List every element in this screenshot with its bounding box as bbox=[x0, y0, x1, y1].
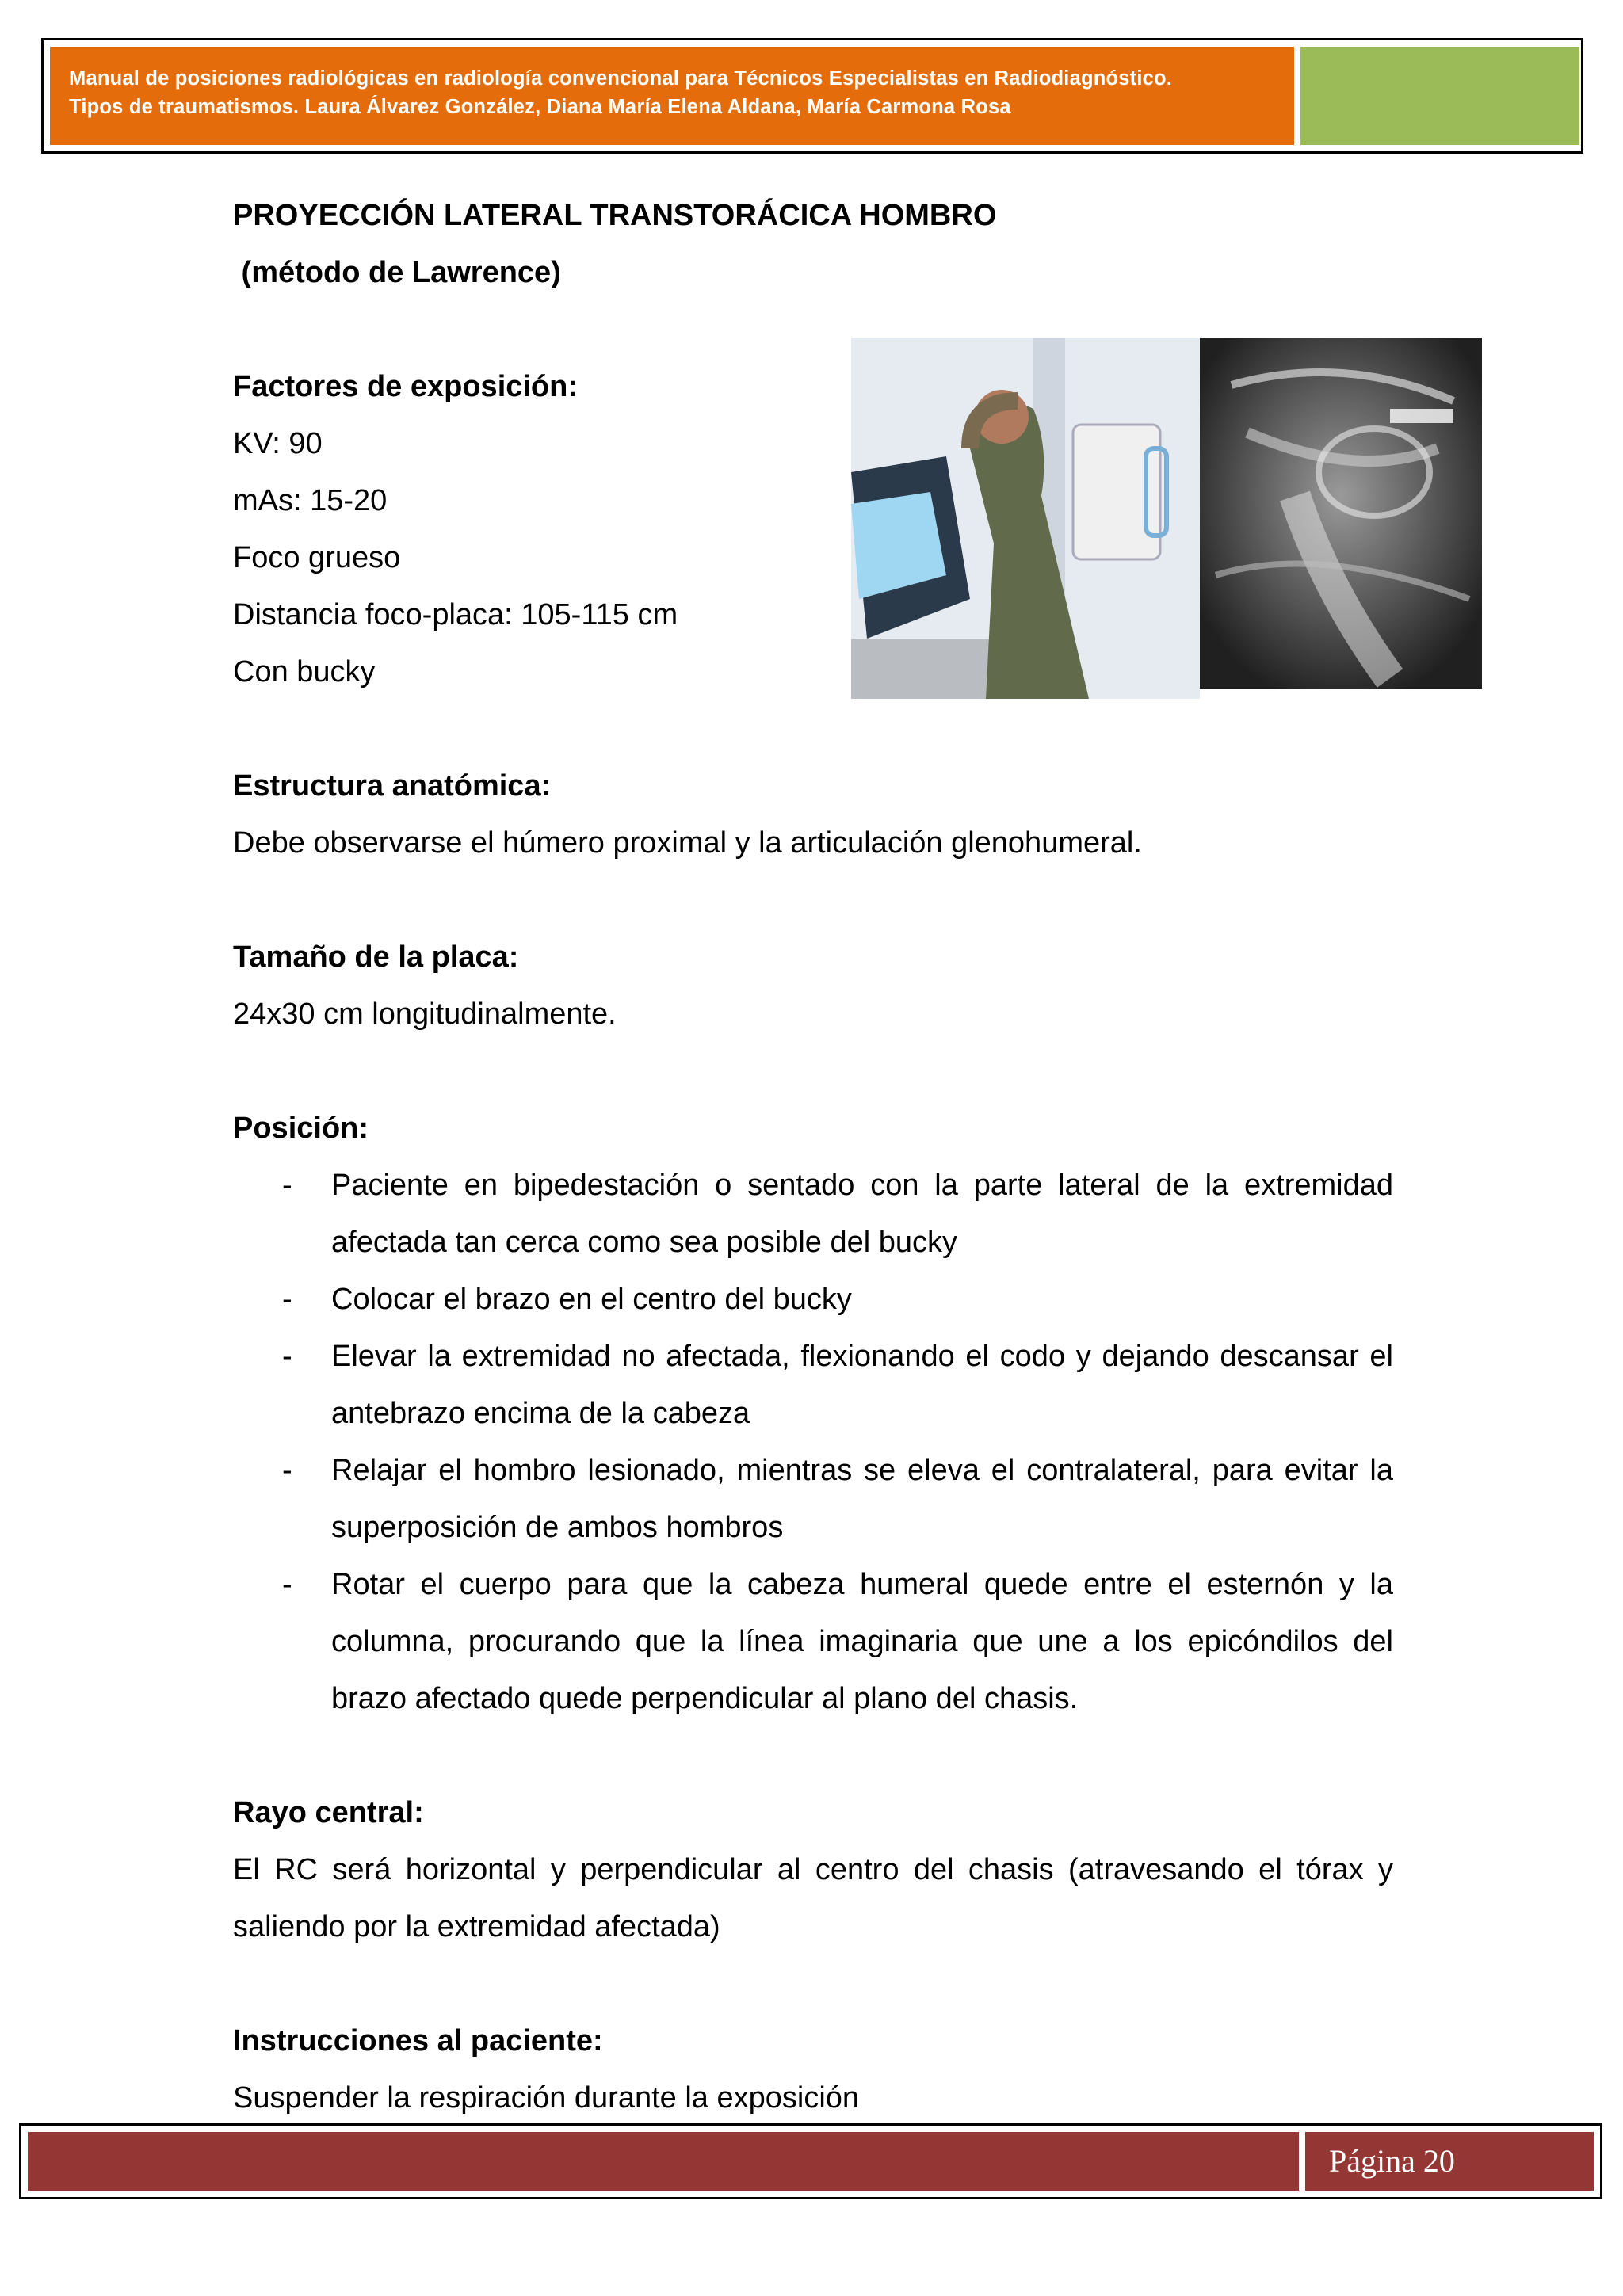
header-line-1: Manual de posiciones radiológicas en radiología convencional para Técnicos Especialistas en Radiodiagnóstico. bbox=[69, 67, 1173, 90]
list-item: - Relajar el hombro lesionado, mientras se eleva el contralateral, para evitar la superposición de ambos hombros bbox=[282, 1454, 1393, 1544]
position-heading: Posición: bbox=[233, 1112, 369, 1145]
position-item-text: Colocar el brazo en el centro del bucky bbox=[331, 1283, 852, 1316]
position-item-text: Paciente en bipedestación o sentado con la parte lateral de la extremidad afectada tan cerca como sea posible del bucky bbox=[331, 1169, 1393, 1259]
page-number: Página 20 bbox=[1305, 2132, 1594, 2191]
position-item-text: Rotar el cuerpo para que la cabeza humeral quede entre el esternón y la columna, procurando que la línea imaginaria que une a los epicóndilos del brazo afectado quede perpendicular al plano del chasis. bbox=[331, 1568, 1393, 1715]
instructions-heading: Instrucciones al paciente: bbox=[233, 2024, 603, 2058]
plate-heading: Tamaño de la placa: bbox=[233, 940, 519, 974]
central-ray-text: El RC será horizontal y perpendicular al centro del chasis (atravesando el tórax y saliendo por la extremidad afectada) bbox=[233, 1853, 1393, 1943]
exposure-kv: KV: 90 bbox=[233, 427, 323, 460]
position-list bbox=[233, 1157, 1393, 1727]
anatomy-text: Debe observarse el húmero proximal y la articulación glenohumeral. bbox=[233, 826, 1142, 860]
list-item: - Colocar el brazo en el centro del bucky bbox=[282, 1283, 852, 1316]
list-item: - Rotar el cuerpo para que la cabeza humeral quede entre el esternón y la columna, procurando que la línea imaginaria que une a los epicóndilos del brazo afectado quede perpendicular al plano del chasis. bbox=[282, 1568, 1393, 1715]
exposure-distancia: Distancia foco-placa: 105-115 cm bbox=[233, 598, 678, 631]
central-ray-heading: Rayo central: bbox=[233, 1796, 424, 1829]
list-item: - Elevar la extremidad no afectada, flexionando el codo y dejando descansar el antebrazo encima de la cabeza bbox=[282, 1340, 1393, 1430]
exposure-heading: Factores de exposición: bbox=[233, 370, 579, 403]
document-title: PROYECCIÓN LATERAL TRANSTORÁCICA HOMBRO bbox=[233, 199, 997, 232]
position-item-text: Elevar la extremidad no afectada, flexionando el codo y dejando descansar el antebrazo encima de la cabeza bbox=[331, 1340, 1393, 1430]
page-header bbox=[41, 38, 1583, 154]
instructions-text: Suspender la respiración durante la exposición bbox=[233, 2081, 860, 2115]
header-line-2: Tipos de traumatismos. Laura Álvarez González, Diana María Elena Aldana, María Carmona Rosa bbox=[69, 96, 1011, 118]
document-body bbox=[233, 187, 1393, 2126]
document-subtitle: (método de Lawrence) bbox=[233, 256, 561, 289]
list-item: - Paciente en bipedestación o sentado con la parte lateral de la extremidad afectada tan cerca como sea posible del bucky bbox=[282, 1169, 1393, 1259]
position-item-text: Relajar el hombro lesionado, mientras se eleva el contralateral, para evitar la superposición de ambos hombros bbox=[331, 1454, 1393, 1544]
exposure-bucky: Con bucky bbox=[233, 655, 376, 688]
exposure-foco: Foco grueso bbox=[233, 541, 401, 574]
header-accent-block bbox=[1300, 47, 1579, 145]
footer-bar bbox=[28, 2132, 1299, 2191]
plate-text: 24x30 cm longitudinalmente. bbox=[233, 997, 617, 1031]
page-footer bbox=[19, 2123, 1602, 2199]
exposure-mas: mAs: 15-20 bbox=[233, 484, 388, 517]
anatomy-heading: Estructura anatómica: bbox=[233, 769, 552, 803]
header-title-block bbox=[50, 47, 1294, 145]
